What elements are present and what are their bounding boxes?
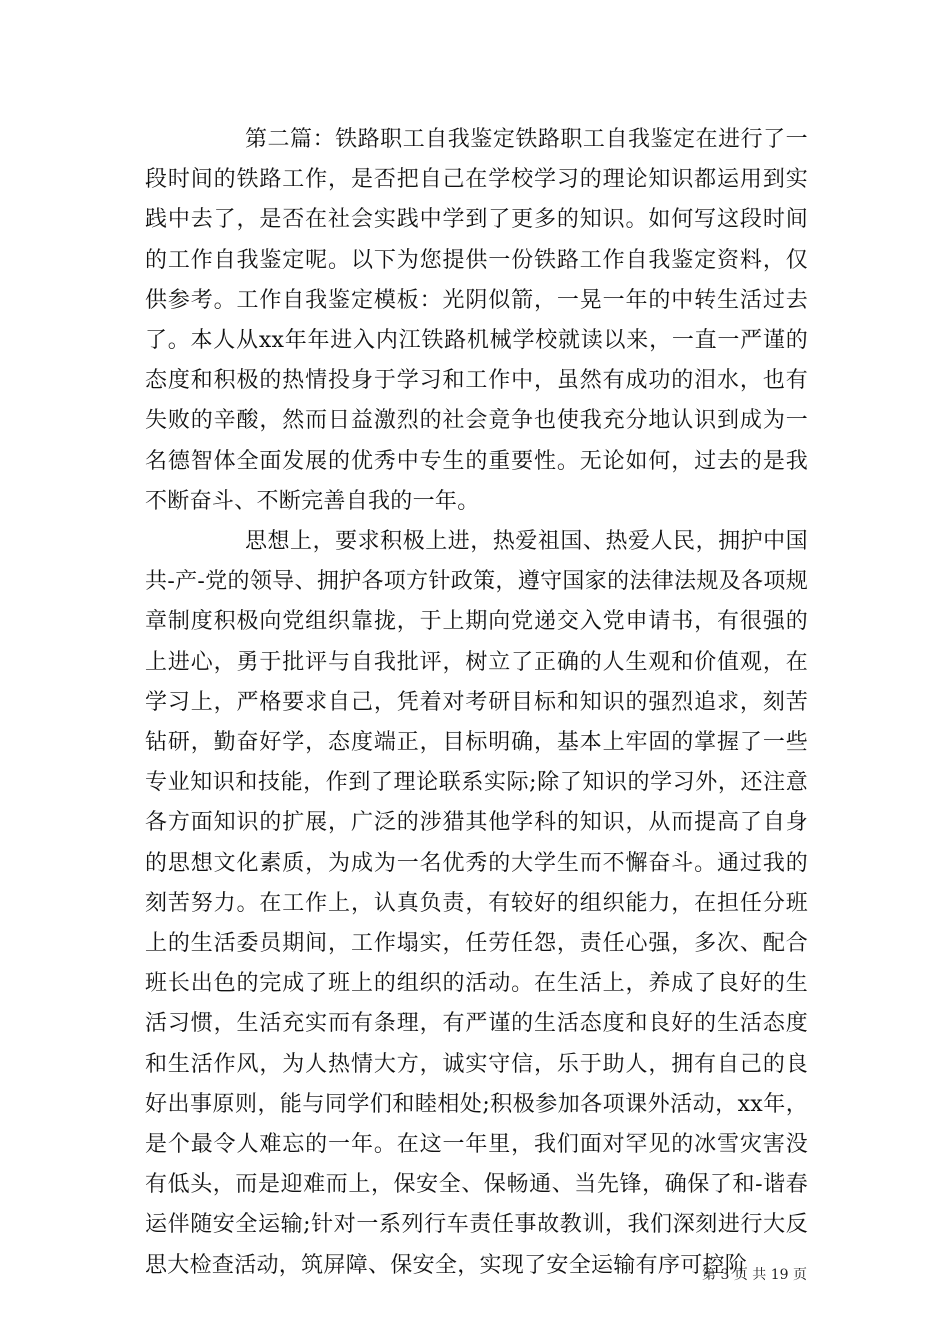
- paragraph: 第二篇：铁路职工自我鉴定铁路职工自我鉴定在进行了一段时间的铁路工作，是否把自己在学校学习的理论知识都运用到实践中去了，是否在社会实践中学到了更多的知识。如何写这段时间的工作自我鉴定呢。以下为您提供一份铁路工作自我鉴定资料，仅供参考。工作自我鉴定模板：光阴似箭，一晃一年的中转生活过去了。本人从xx年年进入内江铁路机械学校就读以来，一直一严谨的态度和积极的热情投身于学习和工作中，虽然有成功的泪水，也有失败的辛酸，然而日益激烈的社会竟争也使我充分地认识到成为一名德智体全面发展的优秀中专生的重要性。无论如何，过去的是我不断奋斗、不断完善自我的一年。: [145, 127, 808, 514]
- document-body: [145, 120, 808, 1286]
- page-number: 第 3 页 共 19 页: [702, 1267, 807, 1283]
- paragraph: 思想上，要求积极上进，热爱祖国、热爱人民，拥护中国共-产-党的领导、拥护各项方针政策，遵守国家的法律法规及各项规章制度积极向党组织靠拢，于上期向党递交入党申请书，有很强的上进心，勇于批评与自我批评，树立了正确的人生观和价值观，在学习上，严格要求自己，凭着对考研目标和知识的强烈追求，刻苦钻研，勤奋好学，态度端正，目标明确，基本上牢固的掌握了一些专业知识和技能，作到了理论联系实际;除了知识的学习外，还注意各方面知识的扩展，广泛的涉猎其他学科的知识，从而提高了自身的思想文化素质，为成为一名优秀的大学生而不懈奋斗。通过我的刻苦努力。在工作上，认真负责，有较好的组织能力，在担任分班上的生活委员期间，工作塌实，任劳任怨，责任心强，多次、配合班长出色的完成了班上的组织的活动。在生活上，养成了良好的生活习惯，生活充实而有条理，有严谨的生活态度和良好的生活态度和生活作风，为人热情大方，诚实守信，乐于助人，拥有自己的良好出事原则，能与同学们和睦相处;积极参加各项课外活动，xx年，是个最令人难忘的一年。在这一年里，我们面对罕见的冰雪灾害没有低头，而是迎难而上，保安全、保畅通、当先锋，确保了和-谐春运伴随安全运输;针对一系列行车责任事故教训，我们深刻进行大反思大检查活动，筑屏障、保安全，实现了安全运输有序可控阶: [145, 529, 808, 1278]
